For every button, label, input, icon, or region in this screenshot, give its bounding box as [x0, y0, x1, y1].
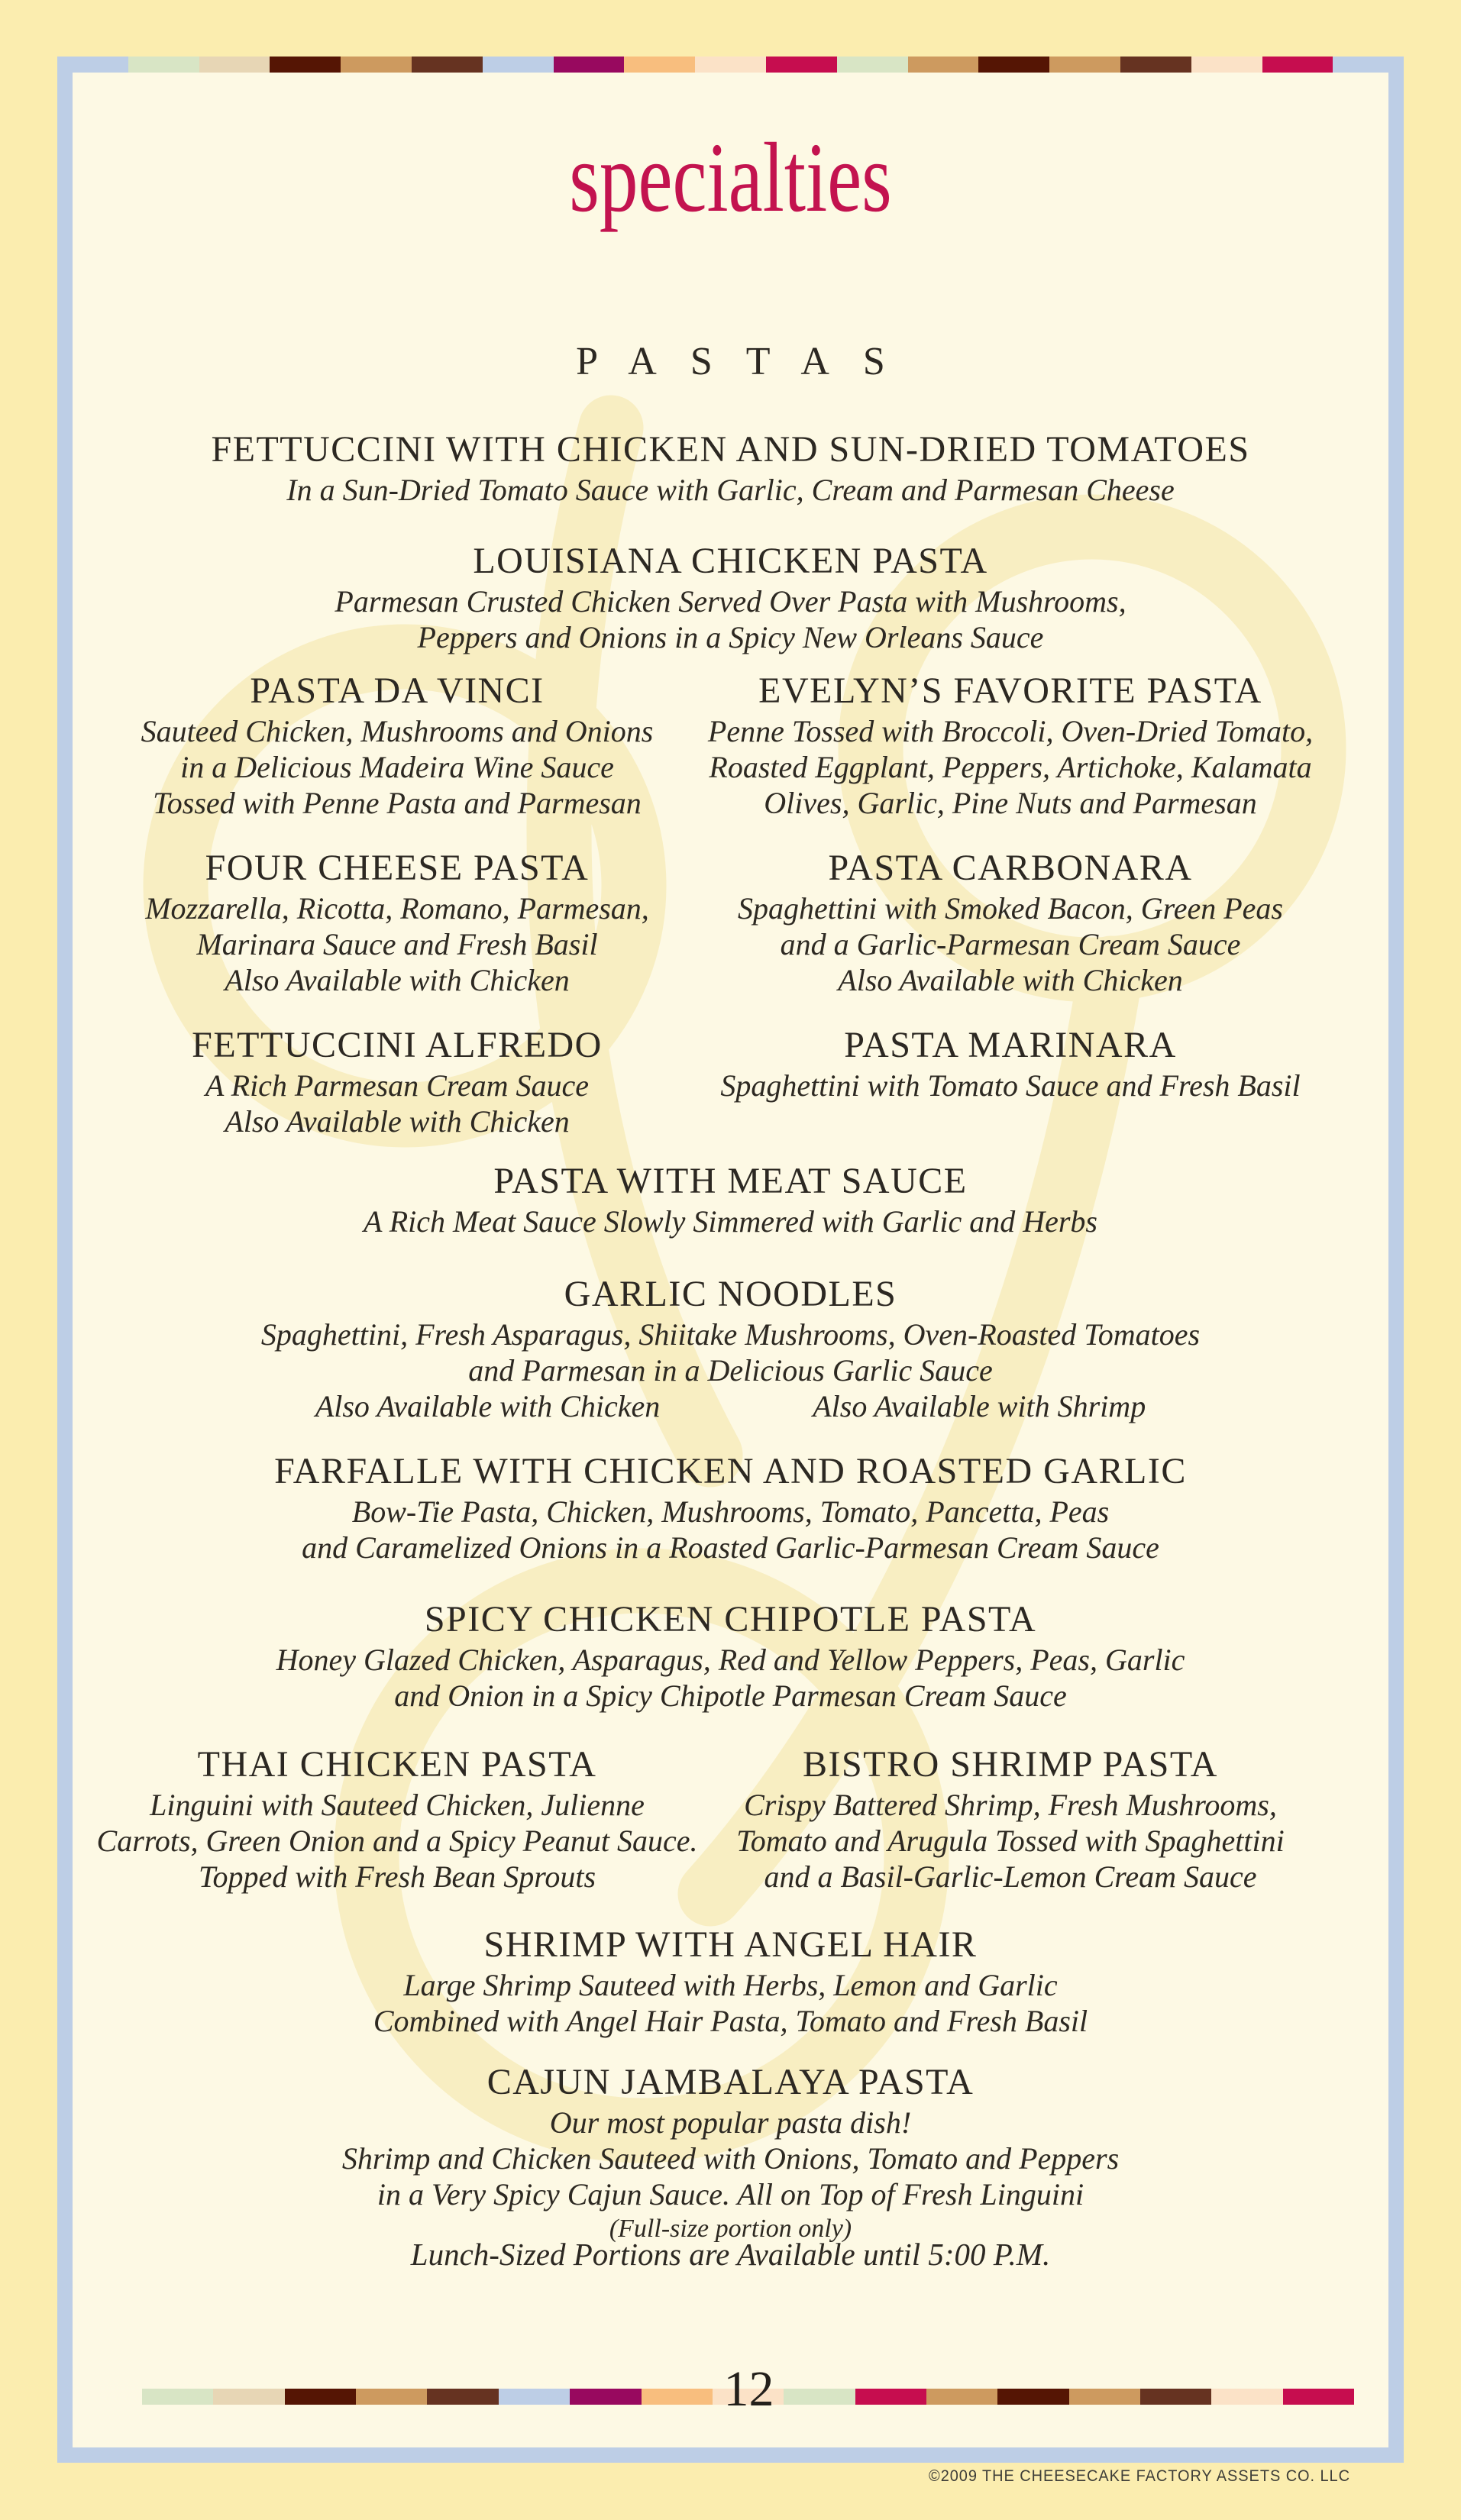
menu-item-title: FOUR CHEESE PASTA [205, 848, 590, 888]
menu-item-fettuccini [73, 428, 1388, 508]
menu-item-description: A Rich Parmesan Cream Sauce Also Available with Chicken [205, 1068, 590, 1139]
option-chicken: Also Available with Chicken [315, 1389, 661, 1423]
menu-item-title: PASTA WITH MEAT SAUCE [493, 1161, 968, 1201]
menu-item-description: Spaghettini, Fresh Asparagus, Shiitake Mushrooms, Oven-Roasted Tomatoes and Parmesan in a Delicious Garlic Sauce [260, 1317, 1201, 1388]
menu-item-title: SPICY CHICKEN CHIPOTLE PASTA [424, 1599, 1037, 1640]
menu-item-title: GARLIC NOODLES [564, 1274, 897, 1314]
menu-item-garlic-noodles [73, 1272, 1388, 1424]
menu-item-title: THAI CHICKEN PASTA [197, 1744, 597, 1785]
menu-item-title: LOUISIANA CHICKEN PASTA [473, 541, 988, 581]
menu-item-description: Bow-Tie Pasta, Chicken, Mushrooms, Tomato, Pancetta, Peas and Caramelized Onions in a Roasted Garlic-Parmesan Cream Sauce [302, 1494, 1159, 1565]
menu-item-pasta-marinara [705, 1023, 1316, 1103]
menu-item-description: Spaghettini with Tomato Sauce and Fresh Basil [720, 1068, 1301, 1103]
menu-item-title: EVELYN’S FAVORITE PASTA [758, 670, 1262, 711]
menu-item-bistro-shrimp [705, 1743, 1316, 1895]
menu-item-title: BISTRO SHRIMP PASTA [803, 1744, 1218, 1785]
menu-item-title: PASTA MARINARA [844, 1025, 1177, 1065]
menu-item-title: FARFALLE WITH CHICKEN AND ROASTED GARLIC [274, 1451, 1187, 1491]
menu-item-farfalle [73, 1449, 1388, 1565]
menu-item-title: FETTUCCINI ALFREDO [192, 1025, 603, 1065]
menu-item-title: PASTA DA VINCI [250, 670, 545, 711]
option-shrimp: Also Available with Shrimp [813, 1389, 1146, 1423]
page-number: 12 [723, 2361, 774, 2417]
menu-item-angel-hair [73, 1923, 1388, 2039]
menu-item-description: A Rich Meat Sauce Slowly Simmered with Garlic and Herbs [364, 1204, 1097, 1239]
page-title: specialties [569, 123, 892, 233]
menu-item-description: Spaghettini with Smoked Bacon, Green Peas and a Garlic-Parmesan Cream Sauce Also Available with Chicken [738, 891, 1283, 997]
menu-item-louisiana [73, 539, 1388, 655]
lunch-portions-note: Lunch-Sized Portions are Available until 5:00 P.M. [410, 2237, 1051, 2272]
menu-item-thai-chicken [92, 1743, 703, 1895]
menu-item-title: CAJUN JAMBALAYA PASTA [486, 2062, 975, 2102]
menu-item-description: Honey Glazed Chicken, Asparagus, Red and Yellow Peppers, Peas, Garlic and Onion in a Spicy Chipotle Parmesan Cream Sauce [276, 1643, 1185, 1713]
menu-item-four-cheese [92, 846, 703, 998]
menu-item-chipotle [73, 1598, 1388, 1714]
menu-item-options [73, 1388, 1388, 1424]
copyright-text: ©2009 THE CHEESECAKE FACTORY ASSETS CO. LLC [929, 2467, 1350, 2485]
menu-item-fettuccini-alfredo [92, 1023, 703, 1139]
section-heading-pastas: PASTAS [576, 340, 919, 383]
menu-item-title: PASTA CARBONARA [828, 848, 1193, 888]
menu-item-description: In a Sun-Dried Tomato Sauce with Garlic, Cream and Parmesan Cheese [286, 473, 1175, 507]
menu-item-meat-sauce [73, 1159, 1388, 1239]
menu-item-description: Large Shrimp Sauteed with Herbs, Lemon and Garlic Combined with Angel Hair Pasta, Tomato and Fresh Basil [373, 1968, 1088, 2038]
menu-item-evelyns-favorite [705, 669, 1316, 821]
menu-item-pasta-da-vinci [92, 669, 703, 821]
menu-item-description: Our most popular pasta dish! Shrimp and Chicken Sauteed with Onions, Tomato and Peppers in a Very Spicy Cajun Sauce. All on Top of Fresh Linguini [341, 2105, 1120, 2211]
menu-item-description: Penne Tossed with Broccoli, Oven-Dried Tomato, Roasted Eggplant, Peppers, Artichoke, Kalamata Olives, Garlic, Pine Nuts and Parmesan [707, 714, 1314, 820]
menu-item-description: Mozzarella, Ricotta, Romano, Parmesan, Marinara Sauce and Fresh Basil Also Available with Chicken [145, 891, 649, 997]
menu-item-description: Parmesan Crusted Chicken Served Over Pasta with Mushrooms, Peppers and Onions in a Spicy New Orleans Sauce [335, 584, 1126, 654]
menu-item-title: SHRIMP WITH ANGEL HAIR [483, 1924, 978, 1965]
menu-item-pasta-carbonara [705, 846, 1316, 998]
menu-item-cajun-jambalaya [73, 2060, 1388, 2246]
menu-item-description: Crispy Battered Shrimp, Fresh Mushrooms, Tomato and Arugula Tossed with Spaghettini and a Basil-Garlic-Lemon Cream Sauce [736, 1788, 1285, 1894]
menu-item-description: Sauteed Chicken, Mushrooms and Onions in a Delicious Madeira Wine Sauce Tossed with Penne Pasta and Parmesan [141, 714, 654, 820]
menu-item-portion-note: (Full-size portion only) [609, 2215, 852, 2243]
menu-item-title: FETTUCCINI WITH CHICKEN AND SUN-DRIED TOMATOES [211, 429, 1250, 470]
menu-item-description: Linguini with Sauteed Chicken, Julienne Carrots, Green Onion and a Spicy Peanut Sauce. Topped with Fresh Bean Sprouts [96, 1788, 698, 1894]
